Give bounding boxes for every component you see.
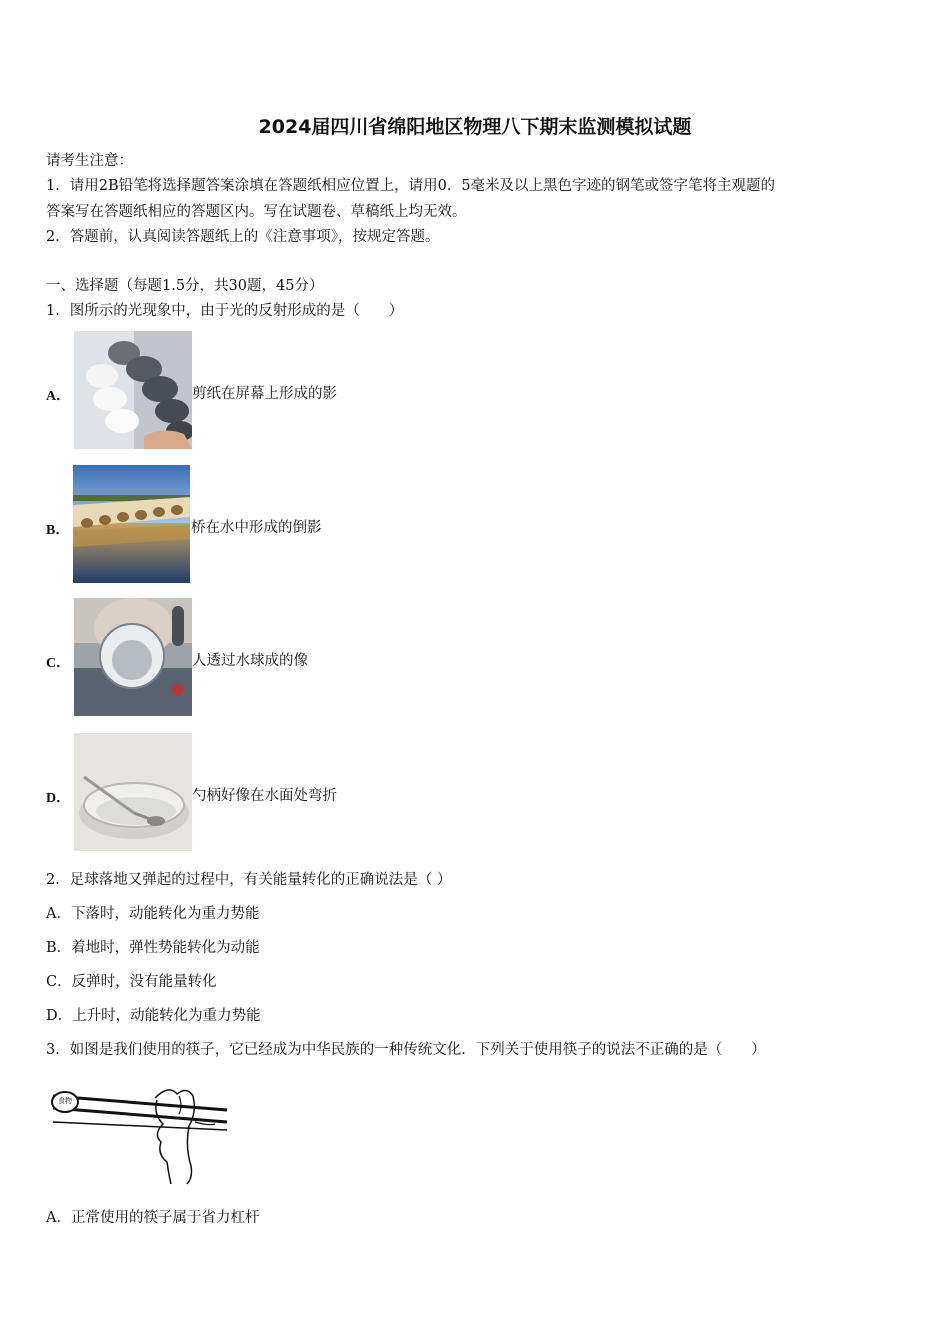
notice-line-3: 2．答题前，认真阅读答题纸上的《注意事项》，按规定答题。 bbox=[46, 229, 440, 245]
notice-line-1: 1．请用2B铅笔将选择题答案涂填在答题纸相应位置上，请用0．5毫米及以上黑色字迹的钢笔或签字笔将主观题的 bbox=[46, 178, 776, 194]
chopsticks-figure bbox=[45, 1078, 230, 1186]
q2-option-c: C．反弹时，没有能量转化 bbox=[46, 974, 217, 990]
q2-option-a: A．下落时，动能转化为重力势能 bbox=[46, 906, 260, 922]
q1-option-c-text: 人透过水球成的像 bbox=[192, 653, 308, 669]
q1-option-b-letter: B． bbox=[46, 523, 70, 538]
paper-cut-shadow-photo bbox=[74, 331, 192, 449]
q2-option-b: B．着地时，弹性势能转化为动能 bbox=[46, 940, 260, 956]
q1-option-d-text: 勺柄好像在水面处弯折 bbox=[192, 788, 337, 804]
notice-heading: 请考生注意： bbox=[46, 153, 133, 169]
food-label: 食物 bbox=[58, 1097, 72, 1105]
page-title: 2024届四川省绵阳地区物理八下期末监测模拟试题 bbox=[258, 116, 692, 138]
q1-option-d-letter: D． bbox=[46, 791, 71, 806]
q1-option-a-letter: A． bbox=[46, 389, 71, 404]
question-3-stem: 3．如图是我们使用的筷子，它已经成为中华民族的一种传统文化．下列关于使用筷子的说法不正确的是（ ） bbox=[46, 1042, 766, 1058]
bridge-reflection-photo bbox=[73, 465, 190, 583]
spoon-in-water-photo bbox=[74, 733, 192, 851]
q2-option-d: D．上升时，动能转化为重力势能 bbox=[46, 1008, 261, 1024]
q1-option-b-text: 桥在水中形成的倒影 bbox=[191, 520, 322, 536]
q1-option-c-letter: C． bbox=[46, 656, 71, 671]
section-heading: 一、选择题（每题1.5分，共30题，45分） bbox=[46, 278, 324, 294]
question-2-stem: 2．足球落地又弹起的过程中，有关能量转化的正确说法是（ ） bbox=[46, 872, 452, 888]
q3-option-a: A．正常使用的筷子属于省力杠杆 bbox=[46, 1210, 260, 1226]
water-ball-image-photo bbox=[74, 598, 192, 716]
notice-line-2: 答案写在答题纸相应的答题区内。写在试题卷、草稿纸上均无效。 bbox=[46, 204, 467, 220]
q1-option-a-text: 剪纸在屏幕上形成的影 bbox=[192, 386, 337, 402]
question-1-stem: 1．图所示的光现象中，由于光的反射形成的是（ ） bbox=[46, 303, 404, 319]
